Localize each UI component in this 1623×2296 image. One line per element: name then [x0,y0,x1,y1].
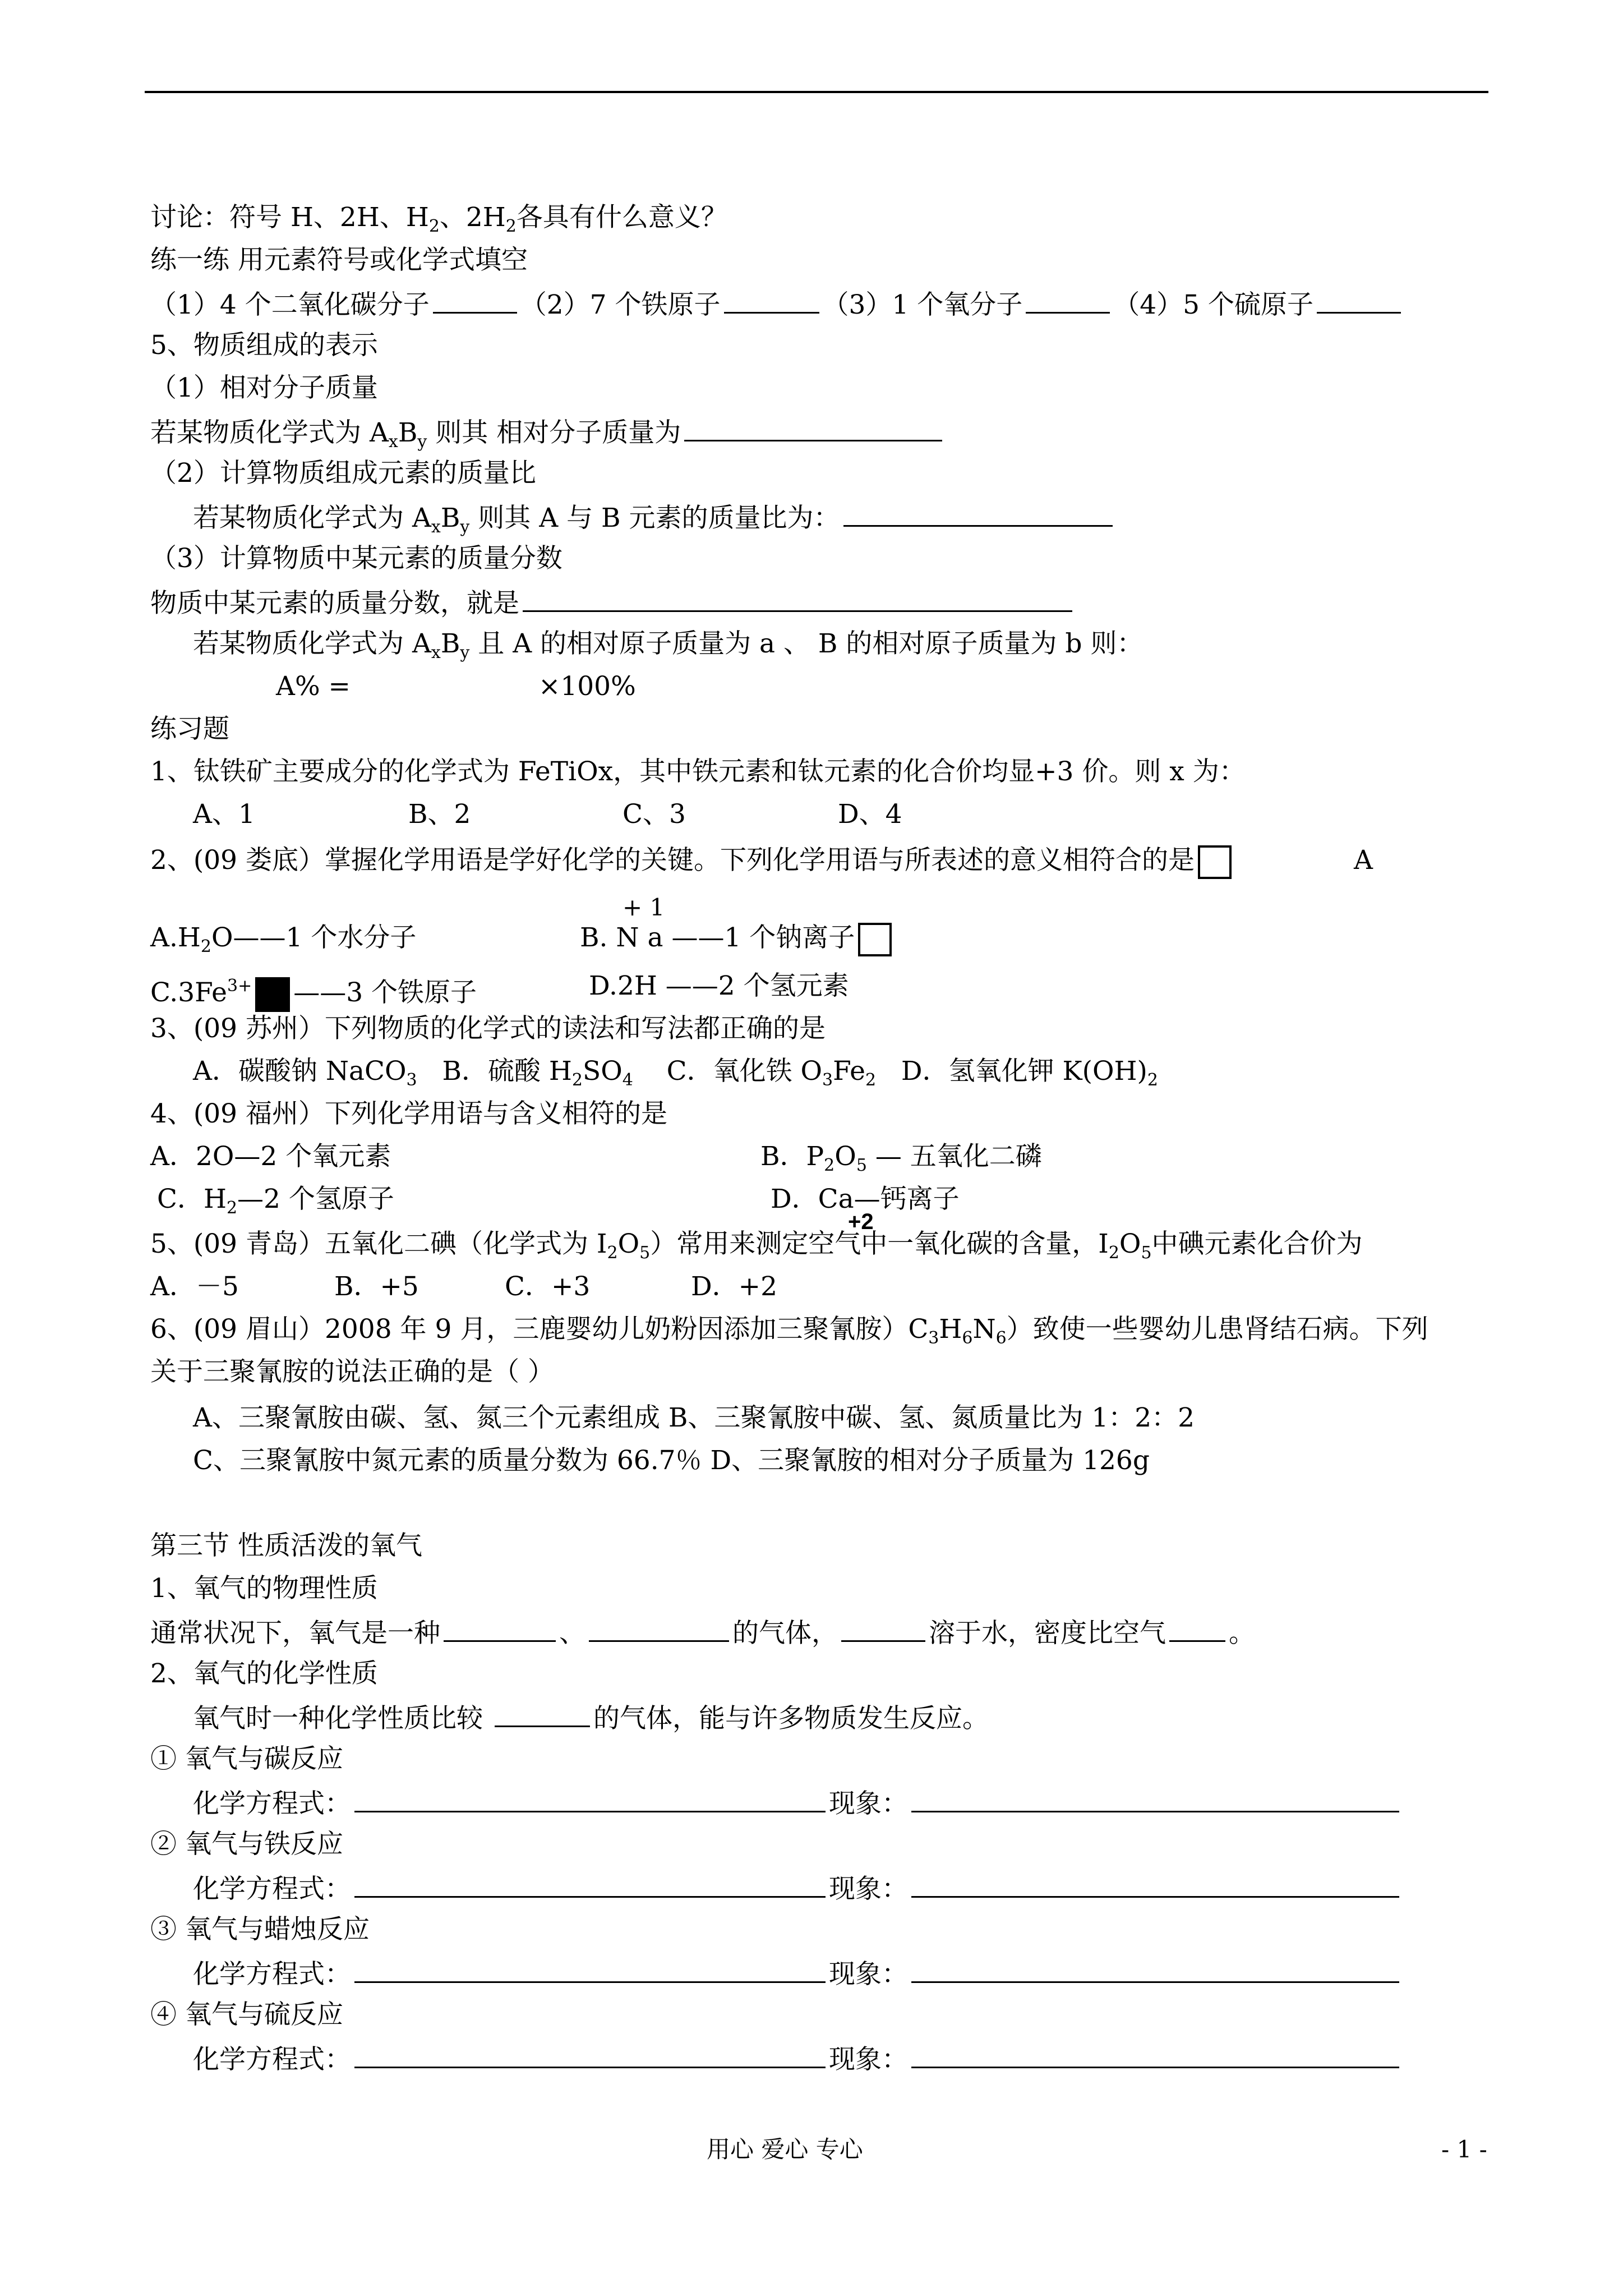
reaction-4-line [193,2040,1403,2078]
q2-option-c [150,968,477,1012]
q6-options-ab: A、三聚氰胺由碳、氢、氮三个元素组成 B、三聚氰胺中碳、氢、氮质量比为 1：2：2 [193,1402,1195,1433]
question-5 [150,1226,1363,1271]
subscript: x [431,643,441,662]
section-5-1-heading: （1）相对分子质量 [150,372,378,403]
subscript: 2 [571,1070,583,1090]
question-4: 4、(09 福州）下列化学用语与含义相符的是 [150,1098,667,1129]
subscript: 2 [1108,1243,1119,1263]
oxygen-physical-heading: 1、氧气的物理性质 [150,1573,378,1604]
q2-answer: A [1354,845,1373,876]
practice-heading: 练一练 用元素符号或化学式填空 [150,245,528,275]
subscript: 6 [962,1328,973,1348]
answer-blank[interactable] [684,413,942,441]
text: B. N a ——1 个钠离子 [580,922,855,953]
q4-option-c [157,1181,394,1226]
text: 溶于水，密度比空气 [929,1618,1166,1649]
answer-blank[interactable] [589,1613,729,1642]
answer-blank[interactable] [724,285,819,314]
equation-blank[interactable] [354,1954,826,1983]
text: N [972,1314,996,1345]
discussion-line [150,200,727,245]
text: 的气体， [732,1618,838,1649]
text: D．氢氧化钾 K(OH) [901,1056,1147,1087]
mass-fraction-line [150,583,1076,622]
phenomenon-blank[interactable] [911,1784,1399,1812]
subscript: 3 [822,1070,833,1090]
section-5-heading: 5、物质组成的表示 [150,330,378,361]
reaction-1-line [193,1784,1403,1822]
text: A．碳酸钠 NaCO [193,1056,407,1087]
answer-blank[interactable] [843,498,1113,527]
subscript: 2 [428,217,440,236]
q4-option-d: D．Ca—钙离子 [771,1184,960,1214]
text: 化学方程式： [193,1959,351,1990]
text: （4）5 个硫原子 [1113,289,1313,320]
text: C．氧化铁 O [666,1056,823,1087]
answer-blank[interactable] [1169,1613,1225,1642]
text: C.3Fe [150,977,227,1008]
reaction-3-title: ③ 氧气与蜡烛反应 [150,1914,370,1945]
q2-valence-plus1: + 1 [623,894,665,921]
text: 讨论：符号 H、2H、H [150,202,429,233]
text: 现象： [829,2044,908,2075]
text: B [440,628,460,659]
page-number: - 1 - [1441,2136,1487,2163]
text: 5、(09 青岛）五氧化二碘（化学式为 I [150,1228,607,1259]
text: C．H [157,1184,227,1214]
q3-options [193,1053,1158,1098]
text: 若某物质化学式为 A [193,628,431,659]
q5-option-d: D．+2 [691,1271,777,1302]
phenomenon-blank[interactable] [911,2040,1399,2068]
reaction-4-title: ④ 氧气与硫反应 [150,1999,343,2030]
subscript: 2 [505,217,517,236]
answer-blank[interactable] [523,583,1072,612]
text: O——1 个水分子 [211,922,417,953]
subscript: x [431,517,441,537]
phenomenon-blank[interactable] [911,1869,1399,1898]
text: — 五氧化二磷 [866,1141,1042,1172]
text: B．硫酸 H [442,1056,572,1087]
subscript: 2 [607,1243,618,1263]
text: 物质中某元素的质量分数，就是 [150,588,519,619]
oxygen-chemical-heading: 2、氧气的化学性质 [150,1658,378,1689]
q2-option-b [580,920,892,956]
text: 2、(09 娄底）掌握化学用语是学好化学的关键。下列化学用语与所表述的意义相符合的是 [150,845,1195,876]
subscript: 3 [406,1070,417,1090]
text: 化学方程式： [193,1788,351,1819]
text: H [939,1314,962,1345]
text: —2 个氢原子 [237,1184,394,1214]
text: O [617,1228,640,1259]
subscript: 5 [639,1243,651,1263]
subscript: 6 [995,1328,1007,1348]
subscript: y [460,643,470,662]
reaction-2-title: ② 氧气与铁反应 [150,1829,343,1860]
equation-blank[interactable] [354,1784,826,1812]
text: 则其 A 与 B 元素的质量比为： [469,503,840,533]
text: 通常状况下，氧气是一种 [150,1618,440,1649]
text: 现象： [829,1788,908,1819]
q1-option-a: A、1 [193,799,255,830]
text: B [440,503,460,533]
section-5-2-heading: （2）计算物质组成元素的质量比 [150,458,536,489]
answer-blank[interactable] [433,285,517,314]
q1-option-c: C、3 [623,799,686,830]
subscript: 2 [226,1198,238,1218]
text: （2）7 个铁原子 [520,289,721,320]
fraction-formula-line [193,626,1143,671]
text: 则其 相对分子质量为 [427,417,681,448]
subscript: y [417,432,427,452]
header-rule [145,91,1488,93]
text: 6、(09 眉山）2008 年 9 月，三鹿婴幼儿奶粉因添加三聚氰胺）C [150,1314,929,1345]
text: ）常用来测定空气中一氧化碳的含量，I [650,1228,1109,1259]
text: 、2H [439,202,506,233]
subscript: 3 [928,1328,939,1348]
equation-blank[interactable] [354,1869,826,1898]
q4-option-a: A．2O—2 个氧元素 [150,1141,391,1172]
text: O [834,1141,856,1172]
text: Fe [833,1056,865,1087]
answer-box[interactable] [858,923,892,956]
superscript: 3+ [227,976,252,996]
subscript: 4 [622,1070,633,1090]
text: 若某物质化学式为 A [150,417,389,448]
q5-option-c: C．+3 [505,1271,591,1302]
q1-option-b: B、2 [408,799,471,830]
oxygen-physical-text [150,1613,1255,1651]
subscript: 5 [1141,1243,1152,1263]
question-3: 3、(09 苏州）下列物质的化学式的读法和写法都正确的是 [150,1013,826,1044]
q6-options-cd: C、三聚氰胺中氮元素的质量分数为 66.7％ D、三聚氰胺的相对分子质量为 126g [193,1445,1150,1476]
phenomenon-blank[interactable] [911,1954,1399,1983]
text: （3）1 个氧分子 [822,289,1023,320]
text: 。 [1229,1618,1255,1649]
subscript: 2 [865,1070,877,1090]
text: SO [583,1056,623,1087]
equation-blank[interactable] [354,2040,826,2068]
subscript: 2 [200,937,211,956]
times-100-label: ×100% [538,671,636,702]
subscript: y [460,517,470,537]
a-percent-label: A% = [276,671,351,702]
answer-blank[interactable] [495,1699,590,1727]
text: 化学方程式： [193,1874,351,1904]
reaction-1-title: ① 氧气与碳反应 [150,1743,343,1774]
text: ——3 个铁原子 [293,977,477,1008]
question-6 [150,1312,1428,1356]
text: A.H [150,922,201,953]
text: B．P [760,1141,824,1172]
reaction-3-line [193,1954,1403,1993]
section-3-heading: 第三节 性质活泼的氧气 [150,1530,422,1561]
q4-option-b [760,1139,1042,1184]
q5-option-a: A．－5 [150,1271,239,1302]
q4-valence-plus2: +2 [848,1209,874,1234]
q1-option-d: D、4 [838,799,902,830]
text: 现象： [829,1959,908,1990]
question-1: 1、钛铁矿主要成分的化学式为 FeTiOx，其中铁元素和钛元素的化合价均显+3 价。则 x 为： [150,756,1246,787]
relative-mass-line [150,413,946,460]
section-5-3-heading: （3）计算物质中某元素的质量分数 [150,543,562,574]
fill-in-four [150,285,1404,323]
text: ）致使一些婴幼儿患肾结石病。下列 [1006,1314,1428,1345]
text: 的气体，能与许多物质发生反应。 [593,1703,989,1734]
answer-blank[interactable] [1026,285,1110,314]
subscript: 5 [856,1156,867,1175]
text: 现象： [829,1874,908,1904]
subscript: x [388,432,398,452]
q5-option-b: B．+5 [334,1271,419,1302]
answer-box[interactable] [1198,845,1232,879]
answer-blank[interactable] [1317,285,1401,314]
footer-motto: 用心 爱心 专心 [707,2136,863,2163]
text: B [398,417,418,448]
q2-option-a [150,920,416,965]
oxygen-chemical-text [193,1699,989,1737]
q2-option-d: D.2H ——2 个氢元素 [589,970,849,1001]
mass-ratio-line [193,498,1116,545]
question-2 [150,843,1232,879]
text: O [1119,1228,1141,1259]
reaction-2-line [193,1869,1403,1907]
filled-box [255,977,290,1012]
exercises-heading: 练习题 [150,714,229,744]
subscript: 2 [1147,1070,1158,1090]
text: 化学方程式： [193,2044,351,2075]
text: 、 [559,1618,585,1649]
answer-blank[interactable] [444,1613,556,1642]
text: 且 A 的相对原子质量为 a 、 B 的相对原子质量为 b 则： [469,628,1144,659]
text: 各具有什么意义？ [516,202,727,233]
text: 中碘元素化合价为 [1151,1228,1363,1259]
text: 氧气时一种化学性质比较 [193,1703,491,1734]
question-6-line-2: 关于三聚氰胺的说法正确的是（ ） [150,1356,554,1387]
subscript: 2 [824,1156,835,1175]
text: 若某物质化学式为 A [193,503,431,533]
text: （1）4 个二氧化碳分子 [150,289,430,320]
answer-blank[interactable] [841,1613,925,1642]
